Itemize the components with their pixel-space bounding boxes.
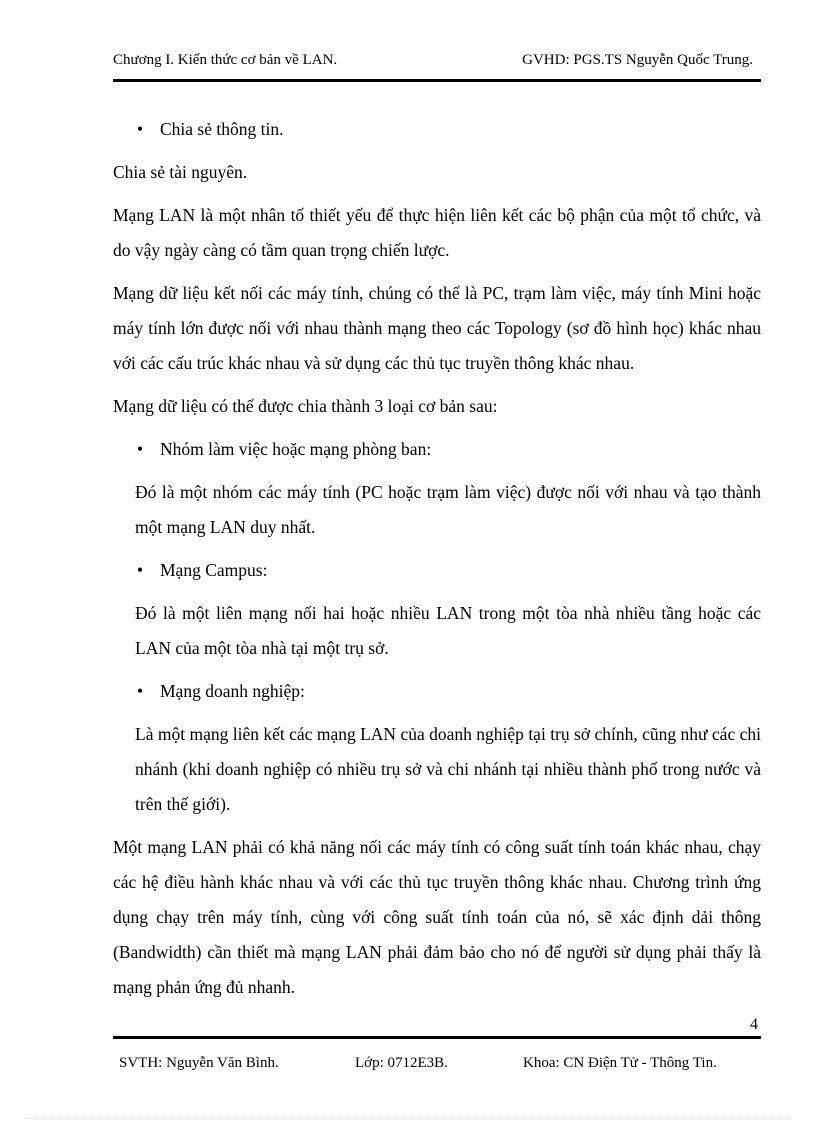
bullet-text: Nhóm làm việc hoặc mạng phòng ban: xyxy=(160,439,432,459)
bullet-text: Mạng doanh nghiệp: xyxy=(160,681,305,701)
footer-student: SVTH: Nguyễn Văn Bình. xyxy=(119,1055,279,1071)
page-edge-divider xyxy=(24,1118,792,1119)
header-rule xyxy=(113,79,761,82)
paragraph: Một mạng LAN phải có khả năng nối các máy tính có công suất tính toán khác nhau, chạy các hệ điều hành khác nhau và với các thủ tục truyền thông khác nhau. Chương trình ứng dụng chạy trên máy tính, cùng với công suất tính toán của nó, sẽ xác định dải thông (Bandwidth) cần thiết mà mạng LAN phải đảm bảo cho nó để người sử dụng phải thấy là mạng phản ứng đủ nhanh. xyxy=(113,837,761,997)
bullet-text: Chia sẻ thông tin. xyxy=(160,119,284,139)
bullet-icon: • xyxy=(137,560,144,580)
paragraph: Mạng LAN là một nhân tố thiết yếu để thực hiện liên kết các bộ phận của một tổ chức, và do vậy ngày càng có tầm quan trọng chiến lược. xyxy=(113,205,761,260)
bullet-text: Mạng Campus: xyxy=(160,560,268,580)
bullet-icon: • xyxy=(137,439,144,459)
paragraph: Mạng dữ liệu kết nối các máy tính, chúng có thể là PC, trạm làm việc, máy tính Mini hoặc máy tính lớn được nối với nhau thành mạng theo các Topology (sơ đồ hình học) khác nhau với các cấu trúc khác nhau và sử dụng các thủ tục truyền thông khác nhau. xyxy=(113,283,761,373)
footer-faculty: Khoa: CN Điện Tử - Thông Tin. xyxy=(523,1055,717,1071)
indented-paragraph: Đó là một liên mạng nối hai hoặc nhiều LAN trong một tòa nhà nhiều tầng hoặc các LAN của một tòa nhà tại một trụ sở. xyxy=(135,603,761,658)
bullet-icon: • xyxy=(137,119,144,139)
page-body xyxy=(113,112,761,1013)
indented-paragraph: Là một mạng liên kết các mạng LAN của doanh nghiệp tại trụ sở chính, cũng như các chi nhánh (khi doanh nghiệp có nhiều trụ sở và chi nhánh tại nhiều thành phố trong nước và trên thế giới). xyxy=(135,724,761,814)
page-number: 4 xyxy=(750,1016,758,1033)
header-chapter-title: Chương I. Kiến thức cơ bản về LAN. xyxy=(113,52,338,68)
bullet-item xyxy=(113,112,761,147)
paragraph: Chia sẻ tài nguyên. xyxy=(113,162,248,182)
footer-rule xyxy=(113,1036,761,1039)
indented-paragraph: Đó là một nhóm các máy tính (PC hoặc trạm làm việc) được nối với nhau và tạo thành một mạng LAN duy nhất. xyxy=(135,482,761,537)
bullet-item xyxy=(113,674,761,709)
page-header xyxy=(113,50,761,74)
bullet-icon: • xyxy=(137,681,144,701)
header-advisor: GVHD: PGS.TS Nguyễn Quốc Trung. xyxy=(522,52,753,68)
bullet-item xyxy=(113,432,761,467)
footer-class: Lớp: 0712E3B. xyxy=(355,1055,448,1071)
paragraph: Mạng dữ liệu có thể được chia thành 3 loại cơ bản sau: xyxy=(113,396,498,416)
bullet-item xyxy=(113,553,761,588)
